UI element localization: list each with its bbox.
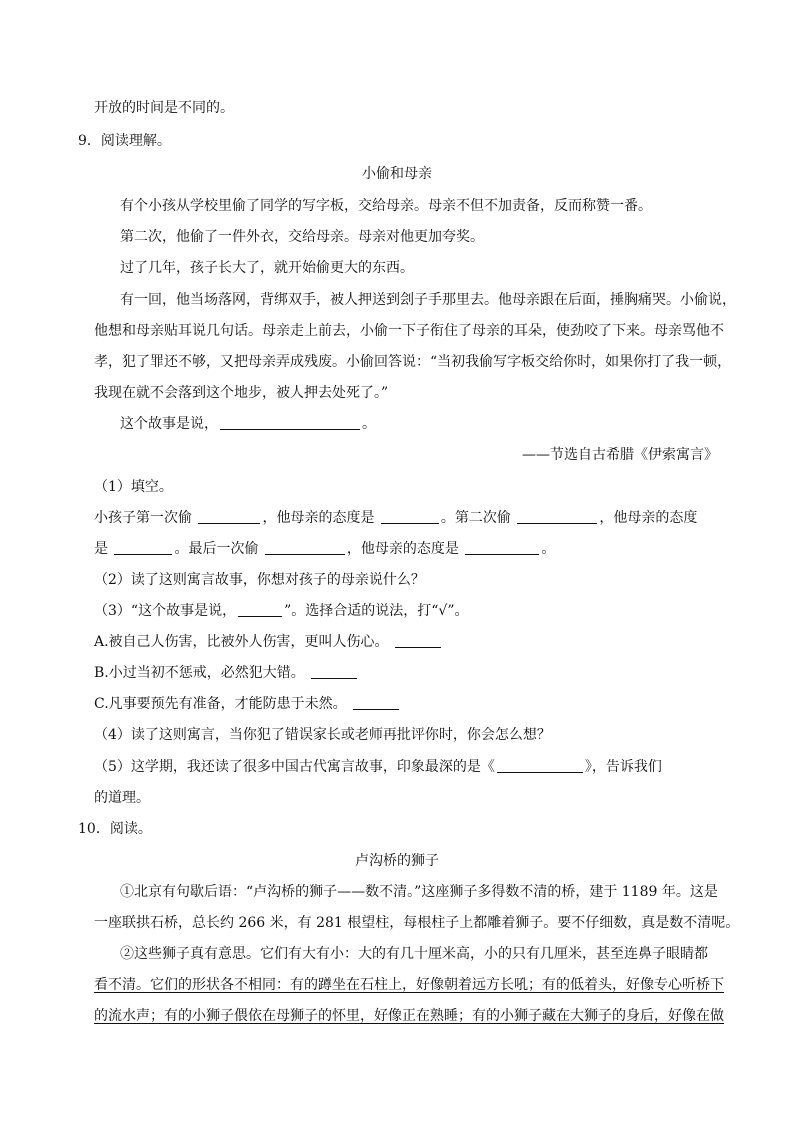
sub3-text-b: ”。选择合适的说法，打“√”。	[284, 603, 469, 619]
q9-paragraph-3: 过了几年，孩子长大了，就开始偷更大的东西。	[120, 260, 414, 276]
last-theft-blank[interactable]	[265, 540, 345, 555]
q9-sub5-line-2: 的道理。	[94, 790, 150, 806]
q10-para2-line-3: 的流水声；有的小狮子偎依在母狮子的怀里，好像正在熟睡；有的小狮子藏在大狮子的身后，好像在做	[94, 1008, 724, 1024]
q10-header: 10．阅读。	[78, 821, 152, 837]
q9-sub5-line-1	[94, 757, 662, 777]
favorite-fable-blank[interactable]	[497, 758, 583, 773]
option-b	[94, 663, 359, 683]
q9-paragraph-2: 第二次，他偷了一件外衣，交给母亲。母亲对他更加夸奖。	[120, 229, 484, 245]
q9-paragraph-4-line-1: 有一回，他当场落网，背绑双手，被人押送到刽子手那里去。他母亲跟在后面，捶胸痛哭。小偷说，	[120, 292, 736, 308]
first-attitude-blank[interactable]	[381, 509, 439, 524]
q10-para1-line-1: ①北京有句歇后语：“卢沟桥的狮子——数不清。”这座狮子多得数不清的桥，建于 1189 年。这是	[120, 884, 718, 900]
q9-sub1-line-2	[94, 539, 555, 559]
q9-moral-line	[120, 414, 376, 434]
q9-header: 9．阅读理解。	[78, 133, 171, 149]
q9-paragraph-1: 有个小孩从学校里偷了同学的写字板，交给母亲。母亲不但不加责备，反而称赞一番。	[120, 198, 652, 214]
sub1-text-a: 小孩子第一次偷	[94, 510, 192, 526]
option-a-text: A.被自己人伤害，比被外人伤害，更叫人伤心。	[94, 634, 389, 650]
q10-story-title: 卢沟桥的狮子	[355, 853, 439, 869]
q10-para1-line-2: 一座联拱石桥，总长约 266 米，有 281 根望柱，每根柱子上都雕着狮子。要不仔细数，真是数不清呢。	[94, 915, 740, 931]
q9-story-title: 小偷和母亲	[362, 166, 432, 182]
q10-para2-line-1: ②这些狮子真有意思。它们有大有小：大的有几十厘米高，小的只有几厘米，甚至连鼻子眼睛都	[120, 946, 708, 962]
option-c-check-blank[interactable]	[353, 695, 399, 710]
second-attitude-blank[interactable]	[114, 540, 172, 555]
sub1-text-d: ，他母亲的态度	[599, 510, 698, 526]
option-a	[94, 632, 443, 652]
q9-moral-end: 。	[362, 416, 376, 432]
first-theft-blank[interactable]	[198, 509, 260, 524]
sub1-text-e: 是	[94, 541, 108, 557]
q9-sub1-line-1	[94, 508, 697, 528]
q9-sub1-label: （1）填空。	[94, 479, 173, 495]
sub1-text-b: ，他母亲的态度是	[262, 510, 375, 526]
option-b-text: B.小过当初不惩戒，必然犯大错。	[94, 665, 305, 681]
second-theft-blank[interactable]	[517, 509, 597, 524]
q9-paragraph-4-line-4: 我现在就不会落到这个地步，被人押去处死了。”	[94, 385, 389, 401]
sub3-text-a: （3）“这个故事是说，	[94, 603, 237, 619]
q9-paragraph-4-line-3: 孝，犯了罪还不够，又把母亲弄成残废。小偷回答说：“当初我偷写字板交给你时，如果你打了我一顿，	[94, 354, 732, 370]
q9-sub4: （4）读了这则寓言，当你犯了错误家长或老师再批评你时，你会怎么想？	[94, 727, 551, 743]
sub5-text-a: （5）这学期，我还读了很多中国古代寓言故事，印象最深的是《	[94, 759, 495, 775]
sub3-blank[interactable]	[238, 602, 282, 617]
q9-paragraph-4-line-2: 他想和母亲贴耳说几句话。母亲走上前去，小偷一下子衔住了母亲的耳朵，使劲咬了下来。母亲骂他不	[94, 323, 724, 339]
q9-attribution: ——节选自古希腊《伊索寓言》	[522, 447, 718, 463]
q8-tail-text: 开放的时间是不同的。	[94, 100, 234, 116]
sub1-text-h: 。	[541, 541, 556, 557]
q9-moral-label: 这个故事是说，	[120, 416, 218, 432]
sub5-text-b: 》，告诉我们	[584, 759, 662, 775]
option-b-check-blank[interactable]	[311, 664, 357, 679]
sub1-text-f: 。最后一次偷	[174, 541, 259, 557]
last-attitude-blank[interactable]	[465, 540, 539, 555]
q9-sub2: （2）读了这则寓言故事，你想对孩子的母亲说什么？	[94, 572, 425, 588]
q9-sub3	[94, 601, 468, 621]
sub1-text-c: 。第二次偷	[440, 510, 511, 526]
sub1-text-g: ，他母亲的态度是	[346, 541, 459, 557]
option-c-text: C.凡事要预先有准备，才能防患于未然。	[94, 696, 347, 712]
option-c	[94, 694, 401, 714]
moral-answer-blank[interactable]	[220, 415, 360, 430]
q10-para2-line-2: 看不清。它们的形状各不相同：有的蹲坐在石柱上，好像朝着远方长吼；有的低着头，好像专心听桥下	[94, 977, 724, 993]
option-a-check-blank[interactable]	[395, 633, 441, 648]
